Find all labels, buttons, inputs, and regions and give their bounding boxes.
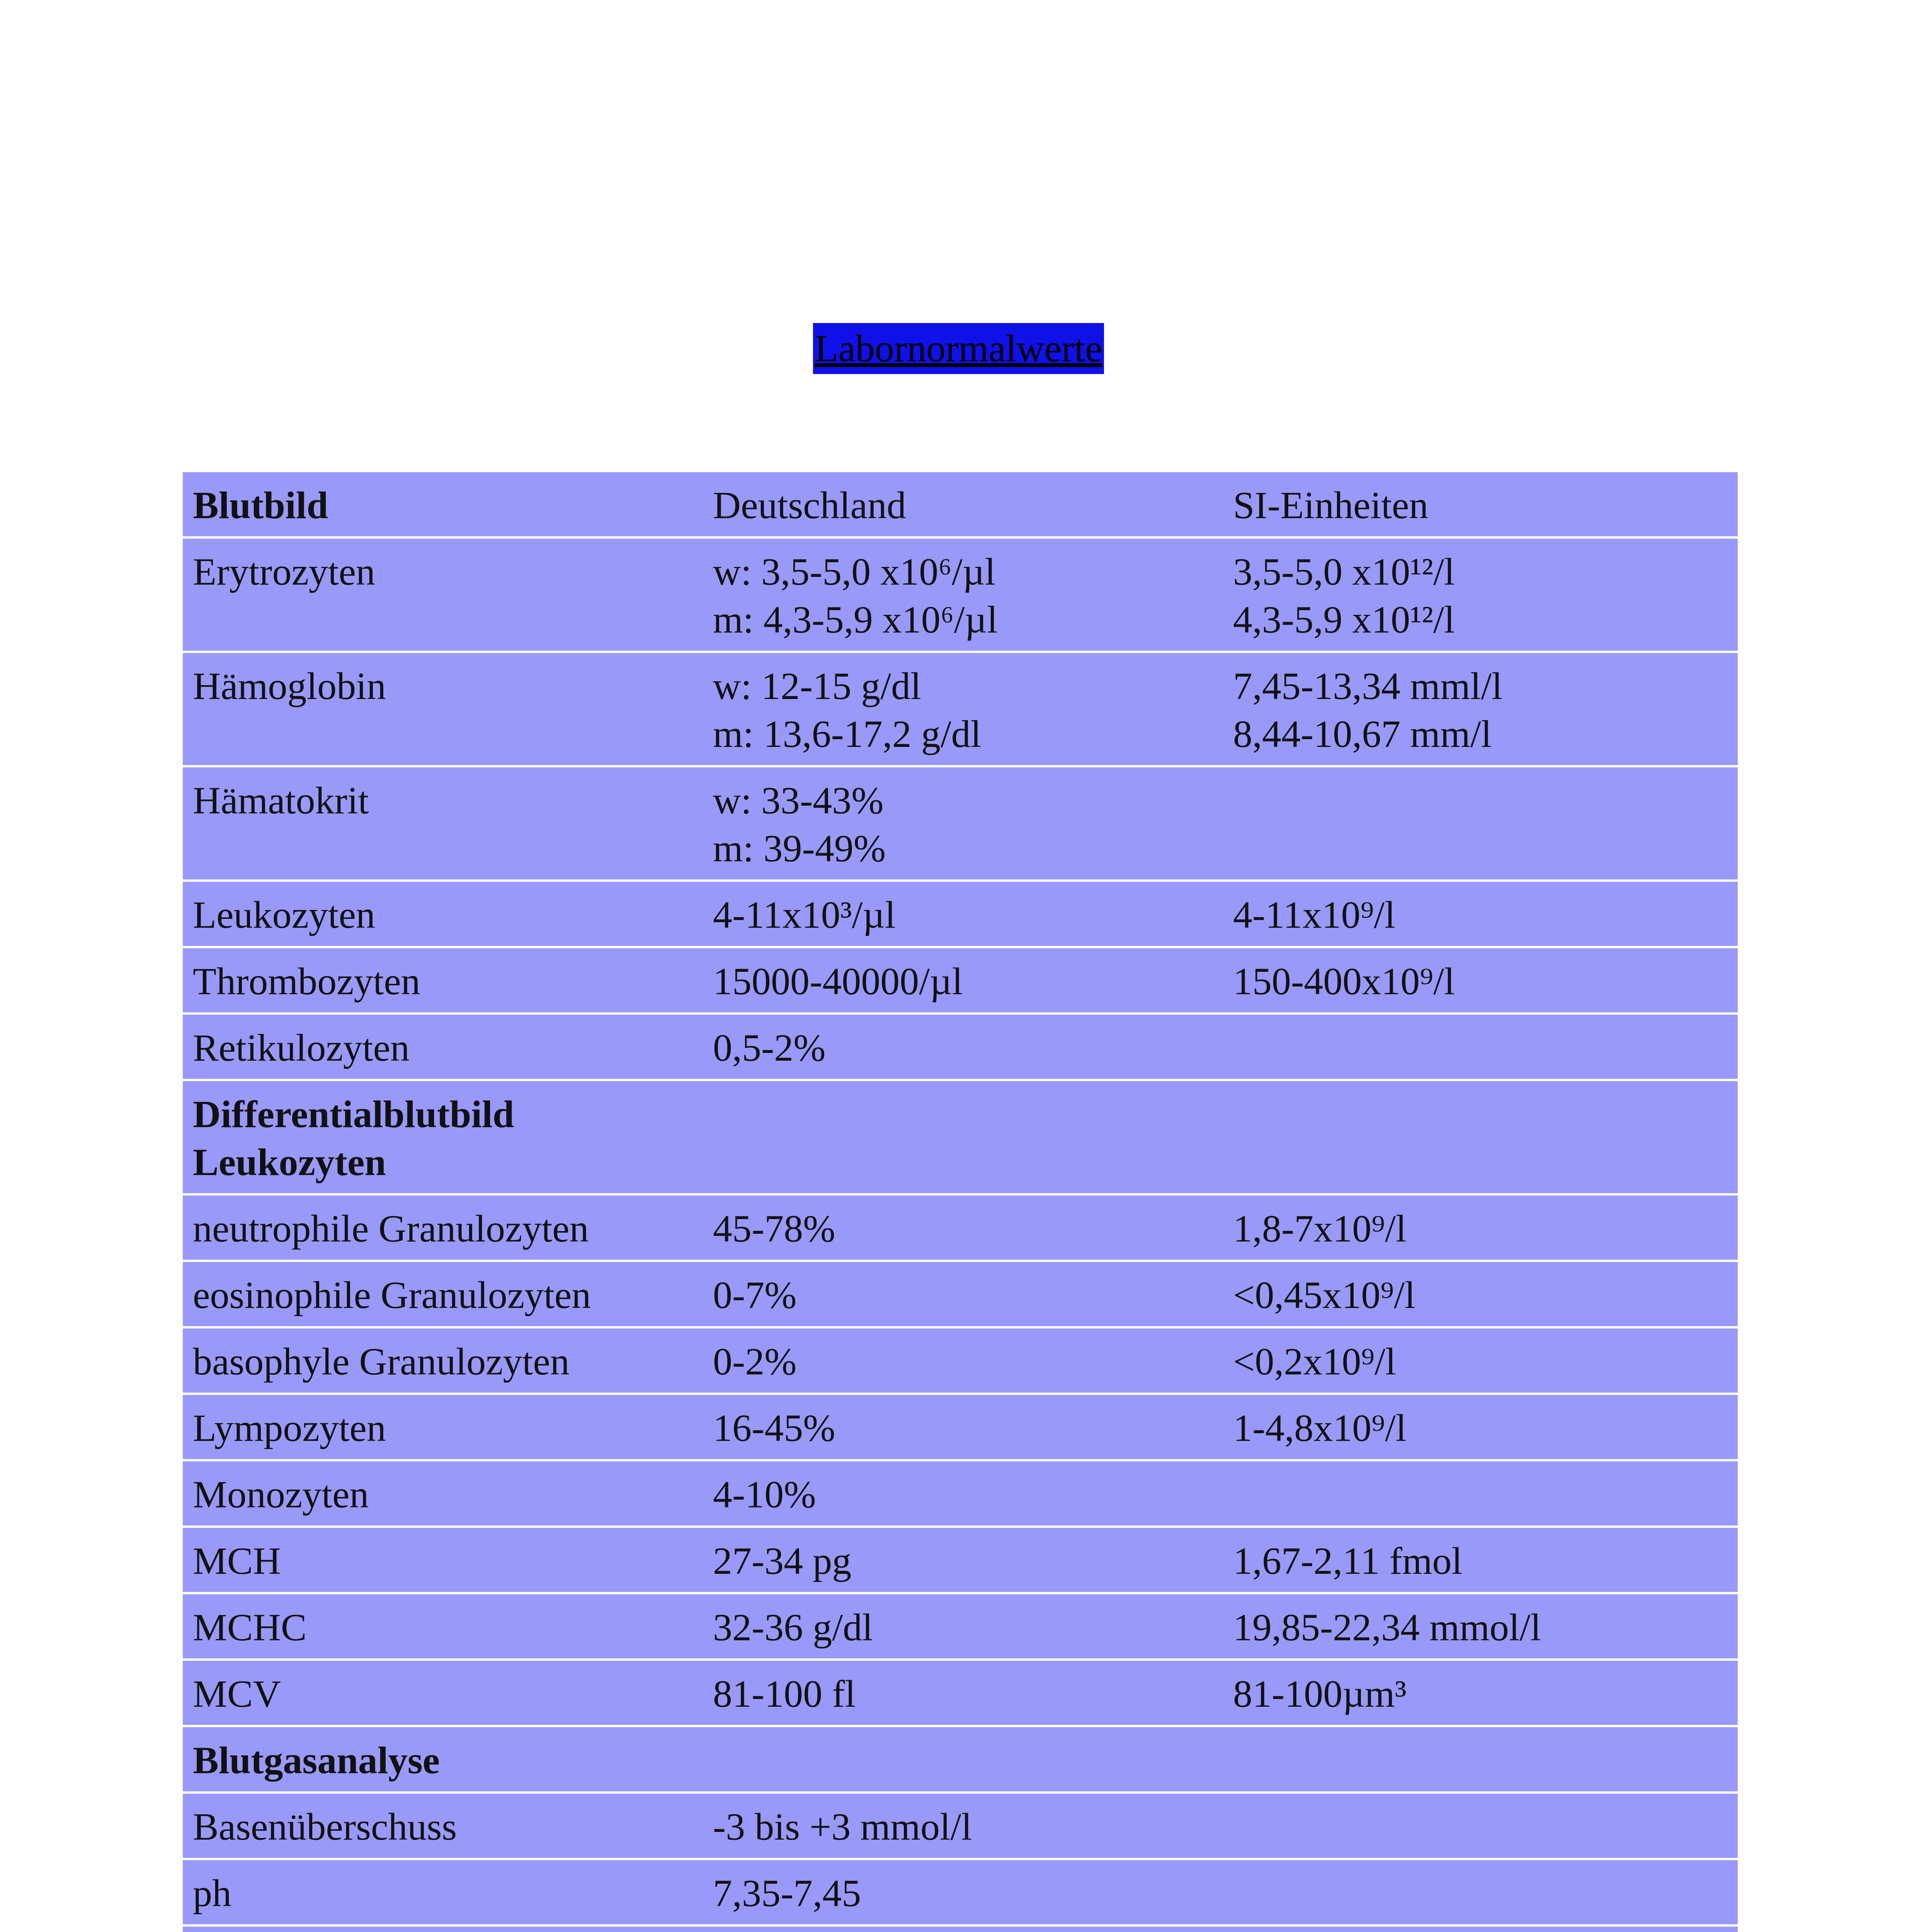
cell-si-value (1223, 652, 1738, 766)
cell-text: Differentialblutbild (193, 1093, 514, 1136)
table-row (183, 1859, 1738, 1925)
cell-germany-value (703, 1014, 1223, 1080)
cell-germany-value (703, 1593, 1223, 1660)
cell-text: m: 13,6-17,2 g/dl (713, 713, 981, 755)
cell-parameter (183, 1793, 703, 1859)
cell-text: 1-4,8x10⁹/l (1233, 1406, 1407, 1449)
cell-germany-value (703, 1793, 1223, 1859)
cell-text: Monozyten (193, 1473, 369, 1516)
cell-si-value (1223, 1793, 1738, 1859)
cell-parameter (183, 1925, 703, 1932)
cell-parameter (183, 1460, 703, 1527)
cell-parameter (183, 472, 703, 537)
cell-text: 81-100µm³ (1233, 1672, 1407, 1715)
cell-germany-value (703, 1394, 1223, 1460)
table-row (183, 1261, 1738, 1327)
cell-text (1233, 1471, 1738, 1519)
cell-si-value (1223, 1925, 1738, 1932)
cell-si-value (1223, 1660, 1738, 1726)
cell-text (1233, 1024, 1738, 1072)
cell-text: 15000-40000/µl (713, 960, 963, 1003)
cell-parameter (183, 1261, 703, 1327)
cell-text: 4,3-5,9 x10¹²/l (1233, 598, 1455, 641)
cell-parameter (183, 1660, 703, 1726)
table-row (183, 537, 1738, 652)
cell-si-value (1223, 1593, 1738, 1660)
cell-si-value (1223, 1080, 1738, 1194)
cell-parameter (183, 1593, 703, 1660)
cell-text (713, 1736, 1223, 1784)
cell-text: 32-36 g/dl (713, 1606, 873, 1649)
cell-text: basophyle Granulozyten (193, 1340, 570, 1383)
cell-text: 7,45-13,34 mml/l (1233, 665, 1503, 707)
cell-germany-value (703, 1460, 1223, 1527)
cell-parameter (183, 1726, 703, 1793)
cell-si-value (1223, 1726, 1738, 1793)
cell-si-value (1223, 1327, 1738, 1394)
cell-parameter (183, 1080, 703, 1194)
cell-germany-value (703, 652, 1223, 766)
table-section-row (183, 1726, 1738, 1793)
cell-text: 16-45% (713, 1406, 835, 1449)
cell-si-value (1223, 947, 1738, 1014)
cell-germany-value (703, 1261, 1223, 1327)
cell-germany-value (703, 1660, 1223, 1726)
cell-text: 4-10% (713, 1473, 816, 1516)
table-row (183, 1327, 1738, 1394)
cell-text: 1,67-2,11 fmol (1233, 1539, 1463, 1582)
table-row (183, 1527, 1738, 1593)
cell-si-value (1223, 1194, 1738, 1261)
cell-text: 0-2% (713, 1340, 797, 1383)
cell-si-value (1223, 537, 1738, 652)
cell-germany-value (703, 766, 1223, 881)
cell-text (713, 1090, 1223, 1138)
cell-text: MCH (193, 1539, 281, 1582)
cell-text: w: 3,5-5,0 x10⁶/µl (713, 550, 996, 593)
cell-text: w: 12-15 g/dl (713, 665, 921, 707)
cell-text: MCHC (193, 1606, 307, 1649)
table-row (183, 1194, 1738, 1261)
table-row (183, 881, 1738, 947)
cell-text: Leukozyten (193, 893, 376, 936)
cell-text (1233, 1803, 1738, 1851)
table-row (183, 1394, 1738, 1460)
cell-parameter (183, 1014, 703, 1080)
cell-parameter (183, 652, 703, 766)
cell-text: SI-Einheiten (1233, 484, 1429, 527)
cell-text: 7,35-7,45 (713, 1872, 861, 1915)
cell-germany-value (703, 1726, 1223, 1793)
cell-text: 45-78% (713, 1207, 835, 1250)
table-row (183, 766, 1738, 881)
cell-text (1233, 1090, 1738, 1138)
page-title: Labornormalwerte (813, 323, 1104, 374)
cell-text: 0-7% (713, 1274, 797, 1316)
cell-text: eosinophile Granulozyten (193, 1274, 591, 1316)
cell-text: Thrombozyten (193, 960, 420, 1003)
cell-text: Deutschland (713, 484, 906, 527)
cell-text: -3 bis +3 mmol/l (713, 1805, 972, 1848)
cell-si-value (1223, 1014, 1738, 1080)
cell-si-value (1223, 881, 1738, 947)
cell-text: 1,8-7x10⁹/l (1233, 1207, 1407, 1250)
table-header-row (183, 472, 1738, 537)
cell-text: Erytrozyten (193, 550, 376, 593)
cell-text: ph (193, 1872, 231, 1915)
cell-text: m: 4,3-5,9 x10⁶/µl (713, 598, 998, 641)
cell-parameter (183, 947, 703, 1014)
cell-text (1233, 777, 1738, 825)
table-row (183, 652, 1738, 766)
cell-text: Basenüberschuss (193, 1805, 457, 1848)
cell-text: 81-100 fl (713, 1672, 856, 1715)
cell-germany-value (703, 537, 1223, 652)
table-row (183, 1460, 1738, 1527)
cell-germany-value (703, 881, 1223, 947)
cell-parameter (183, 537, 703, 652)
cell-text: <0,2x10⁹/l (1233, 1340, 1396, 1383)
lab-values-table (183, 472, 1738, 1932)
table-row (183, 1793, 1738, 1859)
table-row (183, 1014, 1738, 1080)
cell-si-value (1223, 1859, 1738, 1925)
cell-text: <0,45x10⁹/l (1233, 1274, 1415, 1316)
cell-germany-value (703, 1527, 1223, 1593)
table-row (183, 1593, 1738, 1660)
table-section-row (183, 1080, 1738, 1194)
cell-parameter (183, 1394, 703, 1460)
cell-germany-value (703, 1925, 1223, 1932)
cell-si-value (1223, 472, 1738, 537)
cell-text: w: 33-43% (713, 779, 884, 822)
cell-germany-value (703, 472, 1223, 537)
cell-si-value (1223, 766, 1738, 881)
cell-text: Lympozyten (193, 1406, 386, 1449)
cell-text: Blutbild (193, 484, 328, 527)
cell-parameter (183, 1859, 703, 1925)
cell-germany-value (703, 1327, 1223, 1394)
cell-text: 4-11x10³/µl (713, 893, 896, 936)
cell-si-value (1223, 1261, 1738, 1327)
cell-parameter (183, 1194, 703, 1261)
cell-text: Blutgasanalyse (193, 1739, 440, 1782)
table-row (183, 1660, 1738, 1726)
cell-text: 0,5-2% (713, 1026, 826, 1069)
cell-si-value (1223, 1527, 1738, 1593)
cell-parameter (183, 881, 703, 947)
cell-germany-value (703, 1080, 1223, 1194)
cell-text (1233, 1869, 1738, 1917)
cell-text: 3,5-5,0 x10¹²/l (1233, 550, 1455, 593)
cell-text: Hämatokrit (193, 779, 369, 822)
table-row (183, 1925, 1738, 1932)
cell-parameter (183, 1327, 703, 1394)
cell-si-value (1223, 1460, 1738, 1527)
cell-text: neutrophile Granulozyten (193, 1207, 589, 1250)
table-row (183, 947, 1738, 1014)
cell-germany-value (703, 1859, 1223, 1925)
page-title-container (0, 323, 1917, 374)
cell-text: Hämoglobin (193, 665, 386, 707)
cell-text: Leukozyten (193, 1141, 386, 1184)
cell-text: m: 39-49% (713, 827, 886, 870)
cell-text: 19,85-22,34 mmol/l (1233, 1606, 1541, 1649)
cell-text: MCV (193, 1672, 281, 1715)
lab-values-table-body (183, 472, 1738, 1932)
cell-parameter (183, 766, 703, 881)
cell-text: 8,44-10,67 mm/l (1233, 713, 1492, 755)
cell-text: 27-34 pg (713, 1539, 852, 1582)
cell-parameter (183, 1527, 703, 1593)
cell-text: 150-400x10⁹/l (1233, 960, 1455, 1003)
cell-text: Retikulozyten (193, 1026, 410, 1069)
cell-si-value (1223, 1394, 1738, 1460)
cell-germany-value (703, 947, 1223, 1014)
cell-text: 4-11x10⁹/l (1233, 893, 1396, 936)
cell-germany-value (703, 1194, 1223, 1261)
cell-text (1233, 1736, 1738, 1784)
